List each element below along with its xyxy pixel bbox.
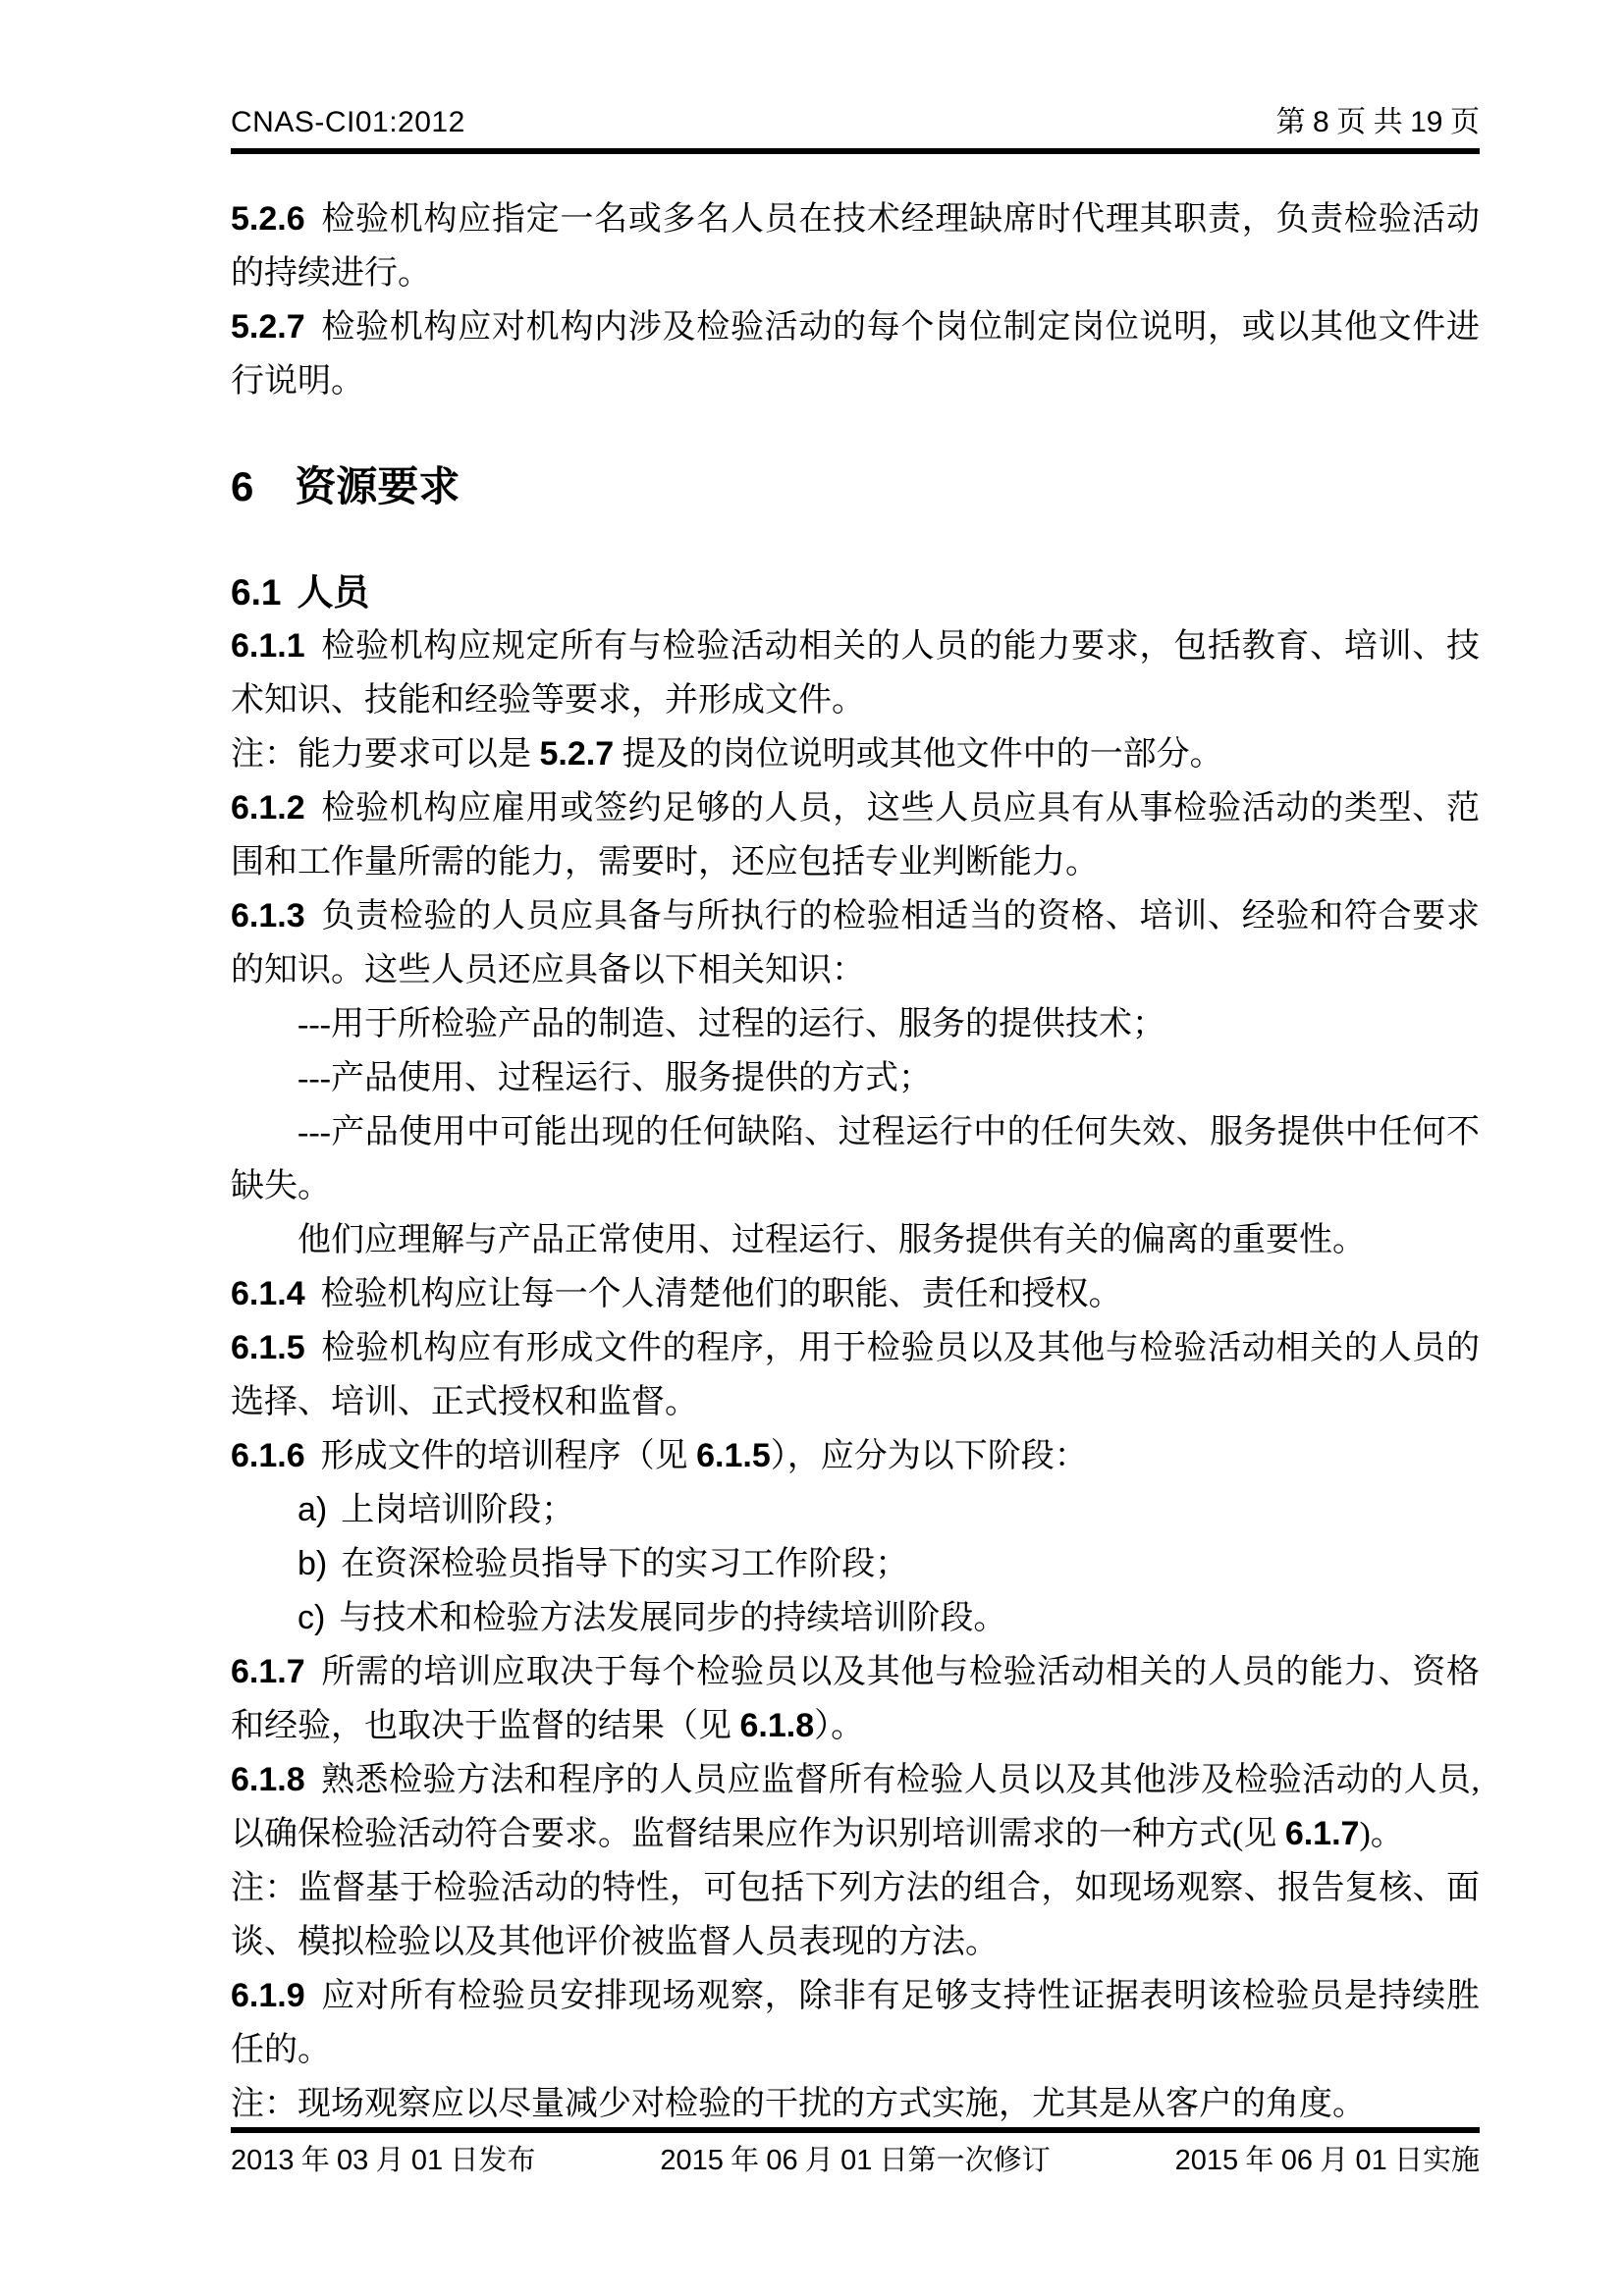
list-marker: c) xyxy=(298,1599,326,1636)
footer-revision-date: 2015 年 06 月 01 日第一次修订 xyxy=(660,2145,1051,2176)
note-6-1-8: 注：监督基于检验活动的特性，可包括下列方法的组合，如现场观察、报告复核、面谈、模拟检验以及其他评价被监督人员表现的方法。 xyxy=(231,1870,1480,1960)
clause-text: 熟悉检验方法和程序的人员应监督所有检验人员以及其他涉及检验活动的人员,以确保检验活动符合要求。监督结果应作为识别培训需求的一种方式(见 6.1.7)。 xyxy=(231,1762,1480,1852)
clause-6-1-9 xyxy=(231,1969,1480,2077)
knowledge-dash-item: ---产品使用、过程运行、服务提供的方式； xyxy=(298,1060,932,1096)
clause-text: 检验机构应有形成文件的程序，用于检验员以及其他与检验活动相关的人员的选择、培训、正式授权和监督。 xyxy=(231,1330,1480,1420)
clause-number: 6.1.6 xyxy=(231,1437,305,1474)
clause-text: 检验机构应雇用或签约足够的人员，这些人员应具有从事检验活动的类型、范围和工作量所需的能力，需要时，还应包括专业判断能力。 xyxy=(231,790,1480,881)
knowledge-dash-item: ---产品使用中可能出现的任何缺陷、过程运行中的任何失效、服务提供中任何不缺失。 xyxy=(231,1114,1480,1204)
clause-number: 5.2.7 xyxy=(231,308,305,346)
footer-rule xyxy=(231,2127,1480,2133)
clause-text: 应对所有检验员安排现场观察，除非有足够支持性证据表明该检验员是持续胜任的。 xyxy=(231,1978,1480,2068)
clause-text: 形成文件的培训程序（见 6.1.5），应分为以下阶段： xyxy=(320,1437,1088,1474)
clause-number: 6.1.4 xyxy=(231,1275,305,1312)
section-title: 资源要求 xyxy=(295,463,460,509)
knowledge-dash-item: ---用于所检验产品的制造、过程的运行、服务的提供技术； xyxy=(298,1006,1165,1042)
clause-number: 6.1.8 xyxy=(231,1761,305,1798)
clause-number: 6.1.7 xyxy=(231,1653,305,1690)
clause-number: 6.1.3 xyxy=(231,897,305,934)
list-item-text: 与技术和检验方法发展同步的持续培训阶段。 xyxy=(339,1600,1007,1636)
clause-6-1-7 xyxy=(231,1645,1480,1753)
understanding-paragraph: 他们应理解与产品正常使用、过程运行、服务提供有关的偏离的重要性。 xyxy=(298,1222,1366,1258)
clause-6-1-6 xyxy=(231,1429,1480,1483)
clause-6-1-5 xyxy=(231,1321,1480,1429)
page-footer xyxy=(231,2118,1480,2178)
clause-5-2-6 xyxy=(231,192,1480,300)
page-number-indicator: 第 8 页 共 19 页 xyxy=(1275,106,1480,138)
footer-publish-date: 2013 年 03 月 01 日发布 xyxy=(231,2145,536,2176)
list-marker: a) xyxy=(298,1491,328,1528)
clause-6-1-1 xyxy=(231,619,1480,727)
footer-implementation-date: 2015 年 06 月 01 日实施 xyxy=(1174,2145,1480,2176)
list-item-text: 上岗培训阶段； xyxy=(341,1492,575,1528)
clause-6-1-4 xyxy=(231,1267,1480,1321)
section-number: 6.1 xyxy=(231,572,282,613)
note-6-1-9: 注：现场观察应以尽量减少对检验的干扰的方式实施，尤其是从客户的角度。 xyxy=(231,2086,1366,2122)
training-stage-item-a xyxy=(231,1483,1480,1537)
clause-number: 5.2.6 xyxy=(231,200,305,238)
training-stage-item-b xyxy=(231,1537,1480,1591)
clause-number: 6.1.5 xyxy=(231,1329,305,1366)
list-item-text: 在资深检验员指导下的实习工作阶段； xyxy=(341,1546,909,1582)
clause-number: 6.1.9 xyxy=(231,1977,305,2014)
clause-6-1-8 xyxy=(231,1753,1480,1861)
training-stage-item-c xyxy=(231,1591,1480,1645)
clause-number: 6.1.1 xyxy=(231,627,305,665)
clause-text: 检验机构应让每一个人清楚他们的职能、责任和授权。 xyxy=(320,1276,1122,1312)
clause-6-1-3 xyxy=(231,889,1480,997)
clause-5-2-7 xyxy=(231,300,1480,408)
clause-text: 所需的培训应取决于每个检验员以及其他与检验活动相关的人员的能力、资格和经验，也取决于监督的结果（见 6.1.8）。 xyxy=(231,1654,1480,1744)
clause-number: 6.1.2 xyxy=(231,789,305,827)
clause-text: 检验机构应对机构内涉及检验活动的每个岗位制定岗位说明，或以其他文件进行说明。 xyxy=(231,309,1480,400)
document-code: CNAS-CI01:2012 xyxy=(231,106,465,138)
section-title: 人员 xyxy=(297,572,370,613)
note-6-1-1: 注：能力要求可以是 5.2.7 提及的岗位说明或其他文件中的一部分。 xyxy=(231,735,1223,773)
clause-text: 负责检验的人员应具备与所执行的检验相适当的资格、培训、经验和符合要求的知识。这些人员还应具备以下相关知识： xyxy=(231,898,1480,988)
list-marker: b) xyxy=(298,1545,328,1582)
clause-text: 检验机构应指定一名或多名人员在技术经理缺席时代理其职责，负责检验活动的持续进行。 xyxy=(231,201,1480,292)
page-header xyxy=(231,106,1480,154)
section-6-heading xyxy=(231,457,1480,516)
clause-text: 检验机构应规定所有与检验活动相关的人员的能力要求，包括教育、培训、技术知识、技能和经验等要求，并形成文件。 xyxy=(231,628,1480,719)
clause-6-1-2 xyxy=(231,781,1480,889)
header-rule xyxy=(231,148,1480,154)
section-6-1-heading xyxy=(231,565,1480,619)
section-number: 6 xyxy=(231,463,254,509)
document-body xyxy=(231,192,1480,2131)
